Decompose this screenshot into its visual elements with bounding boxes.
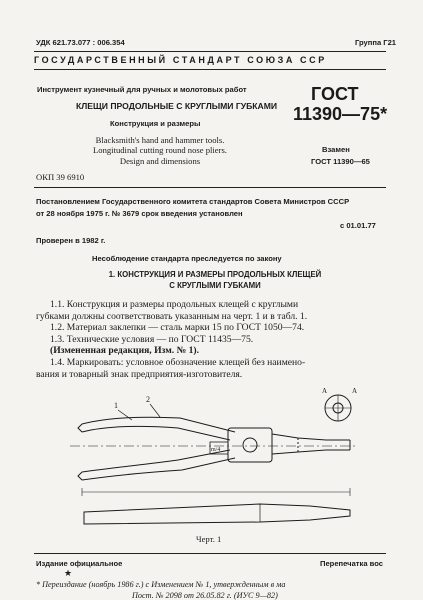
- paragraph-line: 1.1. Конструкция и размеры продольных клещей с круглыми: [50, 299, 299, 310]
- joint-block: [228, 428, 272, 462]
- star-icon: ★: [64, 568, 73, 578]
- section-heading: [60, 269, 370, 291]
- english-line: Longitudinal cutting round nose pliers.: [93, 145, 227, 156]
- drawing-caption: Черт. 1: [196, 534, 222, 544]
- side-view-outline: [84, 504, 350, 524]
- violation-notice: Несоблюдение стандарта преследуется по закону: [92, 254, 282, 263]
- footer-rule: [34, 553, 386, 554]
- header-rule-top: [34, 51, 386, 52]
- pliers-drawing: [60, 384, 360, 534]
- header-rule-bottom: [34, 69, 386, 70]
- decree-line: от 28 ноября 1975 г. № 3679 срок введения установлен: [36, 209, 243, 218]
- section-body: [36, 299, 388, 380]
- paragraph-line: вания и товарный знак предприятия-изготовителя.: [36, 368, 243, 380]
- replaces-label: Взамен: [322, 145, 350, 154]
- category-line: Инструмент кузнечный для ручных и молотовых работ: [37, 85, 247, 94]
- document-subtitle: Конструкция и размеры: [110, 119, 201, 128]
- reprint-notice: Перепечатка вос: [320, 559, 383, 568]
- paragraph-line: губками должны соответствовать указанным на черт. 1 и в табл. 1.: [36, 310, 308, 322]
- state-standard-heading: ГОСУДАРСТВЕННЫЙ СТАНДАРТ СОЮЗА ССР: [34, 55, 327, 65]
- paragraph-line: 1.2. Материал заклепки — сталь марки 15 по ГОСТ 1050—74.: [50, 322, 305, 334]
- marking-label: m/4: [211, 447, 221, 453]
- document-title: КЛЕЩИ ПРОДОЛЬНЫЕ С КРУГЛЫМИ ГУБКАМИ: [76, 101, 278, 111]
- section-label-right: A: [352, 387, 358, 395]
- english-line: Design and dimensions: [119, 155, 201, 166]
- reissue-note: * Переиздание (ноябрь 1986 г.) с Изменением № 1, утвержденным в ма: [36, 580, 286, 589]
- part-label-1: 1: [114, 401, 118, 410]
- section-label-left: A: [322, 387, 328, 395]
- reissue-note: Пост. № 2098 от 26.05.82 г. (ИУС 9—82): [132, 591, 278, 600]
- group-code: Группа Г21: [355, 38, 397, 47]
- part-label-2: 2: [146, 395, 150, 404]
- english-line: Blacksmith's hand and hammer tools.: [95, 135, 225, 145]
- english-title: [60, 135, 260, 166]
- udk-code: УДК 621.73.077 : 006.354: [36, 38, 125, 47]
- lower-handle-outline: [82, 450, 230, 472]
- gost-label: ГОСТ: [311, 84, 359, 104]
- upper-jaw: [272, 434, 350, 440]
- official-edition: Издание официальное: [36, 559, 123, 568]
- lower-jaw: [272, 450, 350, 454]
- decree-line: Постановлением Государственного комитета стандартов Совета Министров СССР: [36, 197, 350, 206]
- paragraph-line: 1.3. Технические условия — по ГОСТ 11435—75.: [50, 333, 254, 345]
- section-heading-line: 1. КОНСТРУКЦИЯ И РАЗМЕРЫ ПРОДОЛЬНЫХ КЛЕЩЕЙ: [108, 270, 322, 279]
- upper-handle-outline: [82, 417, 235, 432]
- rivet-icon: [243, 438, 257, 452]
- amendment-note: (Измененная редакция, Изм. № 1).: [50, 345, 200, 357]
- effective-date: с 01.01.77: [340, 221, 376, 230]
- checked-line: Проверен в 1982 г.: [36, 236, 106, 245]
- section-heading-line: С КРУГЛЫМИ ГУБКАМИ: [169, 281, 261, 290]
- title-rule: [34, 187, 386, 188]
- paragraph-line: 1.4. Маркировать: условное обозначение клещей без наимено-: [50, 356, 306, 368]
- replaces-value: ГОСТ 11390—65: [311, 157, 370, 166]
- okp-code: ОКП 39 6910: [36, 172, 85, 182]
- gost-number: 11390—75*: [293, 104, 388, 124]
